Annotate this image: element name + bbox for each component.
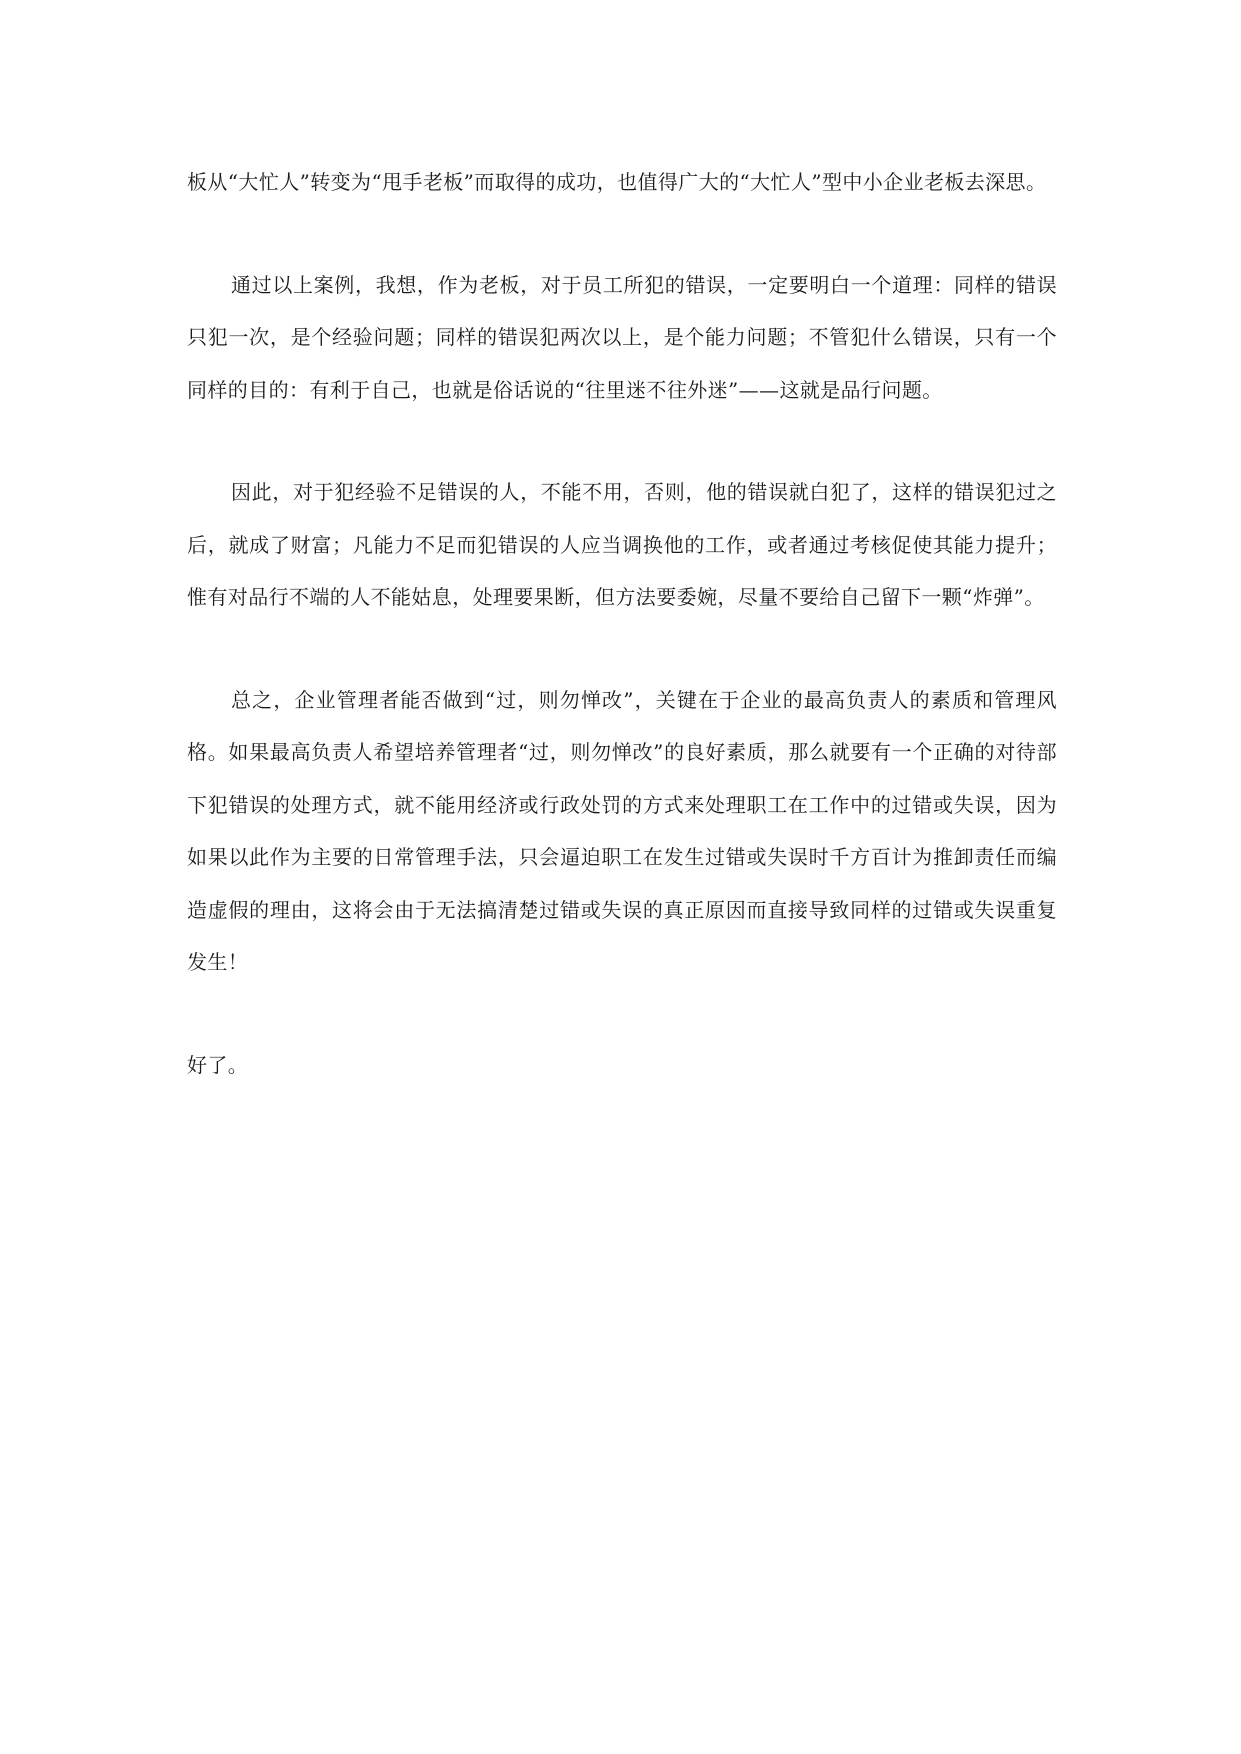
paragraph-error-types: 通过以上案例，我想，作为老板，对于员工所犯的错误，一定要明白一个道理：同样的错误只犯一次，是个经验问题；同样的错误犯两次以上，是个能力问题；不管犯什么错误，只有一个同样的目的：有利于自己，也就是俗话说的“往里迷不往外迷”——这就是品行问题。	[187, 272, 1057, 402]
paragraph-closing: 好了。	[187, 1052, 249, 1077]
paragraph-conclusion: 总之，企业管理者能否做到“过，则勿惮改”，关键在于企业的最高负责人的素质和管理风格。如果最高负责人希望培养管理者“过，则勿惮改”的良好素质，那么就要有一个正确的对待部下犯错误的处理方式，就不能用经济或行政处罚的方式来处理职工在工作中的过错或失误，因为如果以此作为主要的日常管理手法，只会逼迫职工在发生过错或失误时千方百计为推卸责任而编造虚假的理由，这将会由于无法搞清楚过错或失误的真正原因而直接导致同样的过错或失误重复发生！	[187, 687, 1057, 974]
paragraph-spacer	[187, 989, 1057, 1039]
document-body	[187, 156, 1057, 1091]
paragraph-spacer	[187, 416, 1057, 466]
paragraph-handling-errors: 因此，对于犯经验不足错误的人，不能不用，否则，他的错误就白犯了，这样的错误犯过之后，就成了财富；凡能力不足而犯错误的人应当调换他的工作，或者通过考核促使其能力提升；惟有对品行不端的人不能姑息，处理要果断，但方法要委婉，尽量不要给自己留下一颗“炸弹”。	[187, 480, 1057, 609]
paragraph-spacer	[187, 209, 1057, 259]
paragraph-spacer	[187, 624, 1057, 674]
paragraph-continuation: 板从“大忙人”转变为“甩手老板”而取得的成功，也值得广大的“大忙人”型中小企业老板去深思。	[187, 170, 1047, 194]
